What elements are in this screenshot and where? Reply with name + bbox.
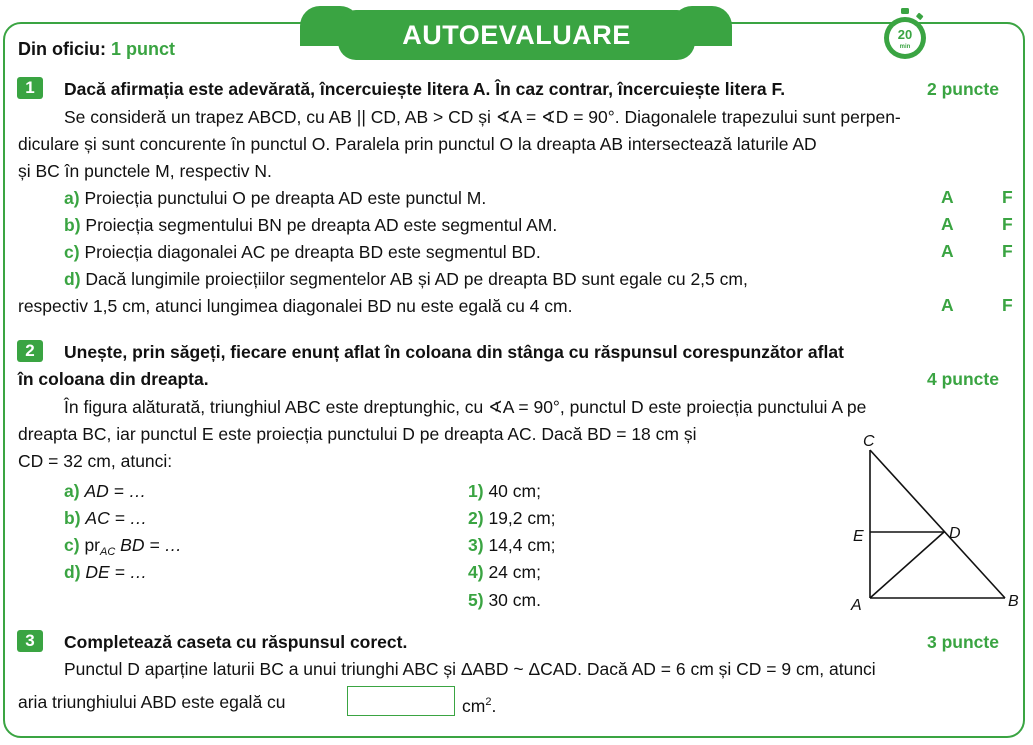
- exercise-1-item-a: a) Proiecția punctului O pe dreapta AD este punctul M.: [64, 188, 487, 208]
- exercise-2-left-b[interactable]: b) AC = …: [64, 508, 148, 528]
- exercise-2-left-a[interactable]: a) AD = …: [64, 481, 147, 501]
- choice-a-item-b[interactable]: A: [941, 214, 954, 234]
- exercise-1-item-d-line2: respectiv 1,5 cm, atunci lungimea diagonalei BD nu este egală cu 4 cm.: [18, 296, 573, 316]
- oficiu-label: Din oficiu:: [18, 39, 106, 59]
- choice-a-item-c[interactable]: A: [941, 241, 954, 261]
- oficiu-points: 1 punct: [111, 39, 176, 59]
- oficiu-row: [18, 38, 175, 60]
- exercise-2-left-c[interactable]: c) $pr_{AC}$ BD = …: [64, 535, 182, 558]
- exercise-1-number: 1: [17, 77, 43, 99]
- segment-ad: [870, 532, 944, 598]
- exercise-2-text-line1: În figura alăturată, triunghiul ABC este dreptunghic, cu ∢A = 90°, punctul D este proiecția punctului A pe: [64, 397, 867, 417]
- exercise-1-item-c: c) Proiecția diagonalei AC pe dreapta BD este segmentul BD.: [64, 242, 541, 262]
- exercise-1-text-line2: diculare și sunt concurente în punctul O. Paralela prin punctul O la dreapta AB intersectează laturile AD: [18, 134, 817, 154]
- exercise-2-text-line2: dreapta BC, iar punctul E este proiecția punctului D pe dreapta AC. Dacă BD = 18 cm și: [18, 424, 697, 444]
- exercise-1-text-line3: și BC în punctele M, respectiv N.: [18, 161, 272, 181]
- exercise-2-right-5[interactable]: 5) 30 cm.: [468, 590, 541, 610]
- exercise-2-right-4[interactable]: 4) 24 cm;: [468, 562, 541, 582]
- exercise-3-unit: $cm^2$.: [462, 696, 497, 716]
- exercise-2-left-d[interactable]: d) DE = …: [64, 562, 148, 582]
- exercise-3-text-line2: aria triunghiului ABD este egală cu: [18, 692, 286, 712]
- exercise-1-instruction: Dacă afirmația este adevărată, încercuiește litera A. În caz contrar, încercuiește litera F.: [64, 79, 786, 99]
- exercise-3-text-line1: Punctul D aparține laturii BC a unui triunghi ABC și ΔABD ~ ΔCAD. Dacă AD = 6 cm și CD = 9 cm, atunci: [64, 659, 876, 679]
- label-d: D: [949, 525, 961, 542]
- exercise-1-text-line1: Se consideră un trapez ABCD, cu AB || CD, AB > CD și ∢A = ∢D = 90°. Diagonalele trapezului sunt perpen-: [64, 107, 901, 127]
- label-b: B: [1008, 593, 1019, 610]
- label-e: E: [853, 528, 864, 545]
- timer-value: 20: [897, 27, 913, 42]
- exercise-3-instruction: Completează caseta cu răspunsul corect.: [64, 632, 408, 652]
- exercise-2-instruction-line2: în coloana din dreapta.: [18, 369, 209, 389]
- exercise-3-points: 3 puncte: [927, 632, 999, 652]
- exercise-2-points: 4 puncte: [927, 369, 999, 389]
- label-c: C: [863, 433, 875, 450]
- choice-f-item-c[interactable]: F: [1002, 241, 1013, 261]
- label-a: A: [851, 597, 862, 614]
- exercise-2-number: 2: [17, 340, 43, 362]
- exercise-3-number: 3: [17, 630, 43, 652]
- exercise-1-item-d: d) Dacă lungimile proiecțiilor segmentelor AB și AD pe dreapta BD sunt egale cu 2,5 cm,: [64, 269, 748, 289]
- answer-input-box[interactable]: [347, 686, 455, 716]
- triangle-figure: [840, 428, 1030, 618]
- choice-a-item-d[interactable]: A: [941, 295, 954, 315]
- choice-f-item-d[interactable]: F: [1002, 295, 1013, 315]
- choice-f-item-b[interactable]: F: [1002, 214, 1013, 234]
- exercise-2-right-1[interactable]: 1) 40 cm;: [468, 481, 541, 501]
- segment-cb: [870, 450, 1005, 598]
- exercise-2-text-line3: CD = 32 cm, atunci:: [18, 451, 173, 471]
- page-title: AUTOEVALUARE: [338, 10, 695, 60]
- exercise-2-right-2[interactable]: 2) 19,2 cm;: [468, 508, 556, 528]
- choice-a-item-a[interactable]: A: [941, 187, 954, 207]
- exercise-2-right-3[interactable]: 3) 14,4 cm;: [468, 535, 556, 555]
- stopwatch-icon: [879, 8, 931, 60]
- exercise-1-points: 2 puncte: [927, 79, 999, 99]
- exercise-1-item-b: b) Proiecția segmentului BN pe dreapta AD este segmentul AM.: [64, 215, 558, 235]
- timer-unit: min: [899, 44, 911, 50]
- exercise-2-instruction-line1: Unește, prin săgeți, fiecare enunț aflat în coloana din stânga cu răspunsul corespunzător aflat: [64, 342, 844, 362]
- choice-f-item-a[interactable]: F: [1002, 187, 1013, 207]
